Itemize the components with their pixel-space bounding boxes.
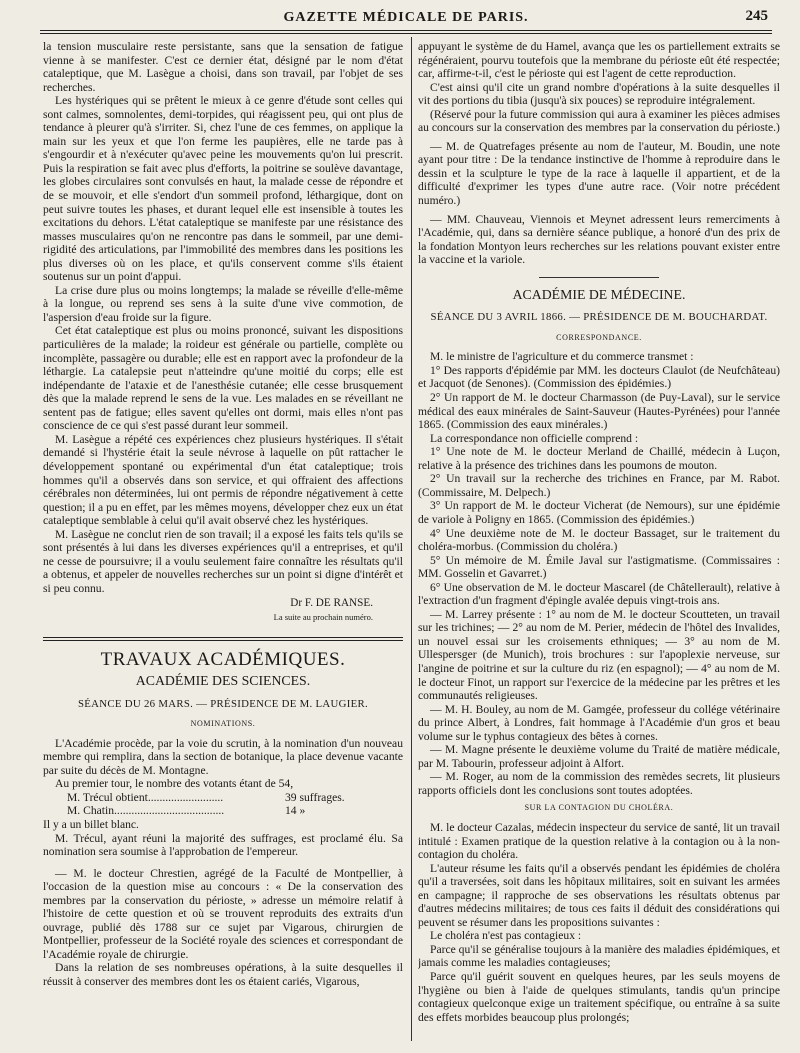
paragraph: — M. Roger, au nom de la commission des remèdes secrets, lit plusieurs rapports officiels dont les conclusions sont toutes adoptées. <box>418 770 780 797</box>
paragraph: — M. H. Bouley, au nom de M. Gamgée, professeur du collége vétérinaire du prince Albert, à Londres, fait hommage à l'Académie d'un gros et beau volume sur le typhus contagieux des bêtes à cornes. <box>418 702 780 743</box>
paragraph: appuyant le système de du Hamel, avança que les os partiellement extraits se régénéraient, pourvu toutefois que la membrane du périoste eût été respectée; car, affirme-t-il, c'est le périoste qui est l'agent de cette reproduction. <box>418 40 780 81</box>
paragraph: (Réservé pour la future commission qui aura à examiner les pièces admises au concours sur la conservation des membres par la conservation du périoste.) <box>418 107 780 135</box>
vote-name: M. Trécul obtient.......................... <box>67 790 224 804</box>
paragraph: — M. Larrey présente : 1° au nom de M. le docteur Scoutteten, un travail sur les trichines; — 2° au nom de M. Perier, médecin de l'hôtel des Invalides, un nouvel essai sur les croisements ethniques; — 3° au nom de M. Ullespersger (de Munich), trois brochures : sur l'apoplexie nerveuse, sur l'angine de poitrine et sur la culture du riz (en espagnol); — 4° au nom de M. le docteur Finot, un rapport sur l'exercice de la médecine par les prêtres et les communautés religieuses. <box>418 607 780 703</box>
header-rule <box>40 30 772 34</box>
academy-title: ACADÉMIE DE MÉDECINE. <box>512 286 686 302</box>
paragraph: M. Trécul, ayant réuni la majorité des suffrages, est proclamé élu. Sa nomination sera soumise à l'approbation de l'empereur. <box>43 831 403 859</box>
page-header <box>40 8 772 28</box>
list-item: 1° Des rapports d'épidémie par MM. les docteurs Claulot (de Neufchâteau) et Jacquot (de Senones). (Commission des épidémies.) <box>418 363 780 391</box>
paragraph: La crise dure plus ou moins longtemps; la malade se réveille d'elle-même à la longue, ou reprend ses sens à la suite d'une vive commotion, de l'aspersion d'eau froide sur la figure. <box>43 283 403 324</box>
list-item: 1° Une note de M. le docteur Merland de Chaillé, médecin à Luçon, relative à la présence des trichines dans les poumons de mouton. <box>418 445 780 472</box>
right-column <box>418 40 780 1048</box>
section-rule <box>43 637 403 641</box>
list-item: 2° Un rapport de M. le docteur Charmasson (de Puy-Laval), sur le service médical des eaux minérales de Saint-Sauveur (Hautes-Pyrénées) pour l'année 1865. (Commission des eaux minérales.) <box>418 391 780 432</box>
paragraph: L'auteur résume les faits qu'il a observés pendant les épidémies de choléra qu'il a traversées, soit dans les hôpitaux militaires, soit en suivant les armées en campagne; il rapproche de ses observations les résultats obtenus par d'autres médecins militaires; de tous ces faits il déduit des considérations qui peuvent se résumer dans les propositions suivantes : <box>418 861 780 929</box>
seance-heading: SÉANCE DU 26 MARS. — PRÉSIDENCE DE M. LAUGIER. <box>77 697 369 710</box>
paragraph: Dans la relation de ses nombreuses opérations, à la suite desquelles il réussit à conserver des membres dont les os étaient cariés, Vigarous, <box>43 961 403 988</box>
seance-heading: SÉANCE DU 3 AVRIL 1866. — PRÉSIDENCE DE M. BOUCHARDAT. <box>430 311 768 324</box>
subheading-correspondance: CORRESPONDANCE. <box>556 332 642 342</box>
vote-value: 14 » <box>285 804 306 818</box>
paragraph: Les hystériques qui se prêtent le mieux à ce genre d'étude sont celles qui sont calmes, somnolentes, demi-torpides, qui réagissent peu, qui ont plus de tendance à pleurer qu'à s'irriter. Si, chez l'une de ces femmes, on applique la main sur les yeux et que l'on ferme les paupières, elle ne tarde pas à s'engourdir et à n'exécuter qu'avec peine les mouvements qu'on lui prescrit. Puis la respiration se fait avec plus d'efforts, la poitrine se soulève davantage, les globes circulaires sont convulsés en haut, la malade cesse de répondre et de se mouvoir, et elle s'endort d'un sommeil profond, léthargique, dont on peut suivre toutes les phases, et durant lequel elle est insensible à toutes les excitations du dehors. L'état cataleptique se manifeste par une résistance des masses musculaires qu'on ne rencontre pas dans le sommeil, par une demi-rigidité des articulations, par l'immobilité des membres dans les positions les plus diverses où on les place, et qu'ils conservent comme s'ils étaient soutenus sur un point d'appui. <box>43 94 403 284</box>
vote-row <box>43 804 403 818</box>
journal-title: GAZETTE MÉDICALE DE PARIS. <box>283 10 529 25</box>
section-title: TRAVAUX ACADÉMIQUES. <box>100 648 346 670</box>
vote-row <box>43 791 403 805</box>
column-divider <box>411 37 412 1041</box>
vote-value: 39 suffrages. <box>285 790 345 804</box>
paragraph: — M. de Quatrefages présente au nom de l'auteur, M. Boudin, une note ayant pour titre : De la tendance instinctive de l'homme à reproduire dans le dessin et la sculpture le type de la race à laquelle il appartient, et de la difficulté d'exprimer les types d'une autre race. (Voir notre précédent numéro.) <box>418 139 780 208</box>
vote-name: M. Chatin...................................... <box>67 804 225 818</box>
list-item: 3° Un rapport de M. le docteur Vicherat (de Nemours), sur une épidémie de variole à Poligny en 1865. (Commission des épidémies.) <box>418 499 780 526</box>
left-column <box>43 40 403 1048</box>
paragraph: M. le ministre de l'agriculture et du commerce transmet : <box>430 350 694 364</box>
continued-note: La suite au prochain numéro. <box>273 611 373 622</box>
paragraph: Parce qu'il se généralise toujours à la manière des maladies épidémiques, et jamais comme les maladies contagieuses; <box>418 942 780 970</box>
paragraph: la tension musculaire reste persistante, sans que la sensation de fatigue vienne à se manifester. C'est ce dernier état, désigné par le nom d'état cataleptique, que M. Lasègue a choisi, dans son travail, par l'objet de ses recherches. <box>43 40 403 94</box>
paragraph: Il y a un billet blanc. <box>43 817 139 831</box>
list-item: 2° Un travail sur la recherche des trichines en France, par M. Rabot. (Commissaire, M. Delpech.) <box>418 472 780 499</box>
paragraph: C'est ainsi qu'il cite un grand nombre d'opérations à la suite desquelles il vit des portions du tibia (jusqu'à six pouces) se reproduire intégralement. <box>418 80 780 108</box>
paragraph: La correspondance non officielle comprend : <box>430 431 639 445</box>
paragraph: L'Académie procède, par la voie du scrutin, à la nomination d'un nouveau membre qui remplira, dans la section de botanique, la place devenue vacante par suite du décès de M. Montagne. <box>43 736 403 777</box>
subheading-nominations: NOMINATIONS. <box>190 719 256 729</box>
page-number: 245 <box>745 8 768 24</box>
paragraph: Parce qu'il guérit souvent en quelques heures, par les seuls moyens de l'hygiène ou bien à l'aide de quelques stimulants, tandis qu'un principe contagieux quelconque exige un traitement spécifique, ou entraîne à sa suite des effets morbides beaucoup plus prolongés; <box>418 970 780 1024</box>
subheading-cholera: SUR LA CONTAGION DU CHOLÉRA. <box>524 803 674 813</box>
paragraph: — MM. Chauveau, Viennois et Meynet adressent leurs remerciments à l'Académie, qui, dans sa dernière séance publique, a honoré d'un des prix de la fondation Montyon leurs recherches sur les relations pouvant exister entre la vaccine et la variole. <box>418 212 780 267</box>
paragraph: — M. Magne présente le deuxième volume du Traité de matière médicale, par M. Tabourin, professeur adjoint à Alfort. <box>418 743 780 770</box>
paragraph: Au premier tour, le nombre des votants étant de 54, <box>55 777 294 791</box>
paragraph: M. le docteur Cazalas, médecin inspecteur du service de santé, lit un travail intitulé : Examen pratique de la question relative à la contagion ou à la non-contagion du choléra. <box>418 820 780 862</box>
list-item: 6° Une observation de M. le docteur Mascarel (de Châtellerault), relative à l'extraction d'un fragment d'épingle avalée depuis vingt-trois ans. <box>418 580 780 608</box>
short-rule <box>539 277 659 278</box>
academy-title: ACADÉMIE DES SCIENCES. <box>135 673 311 689</box>
list-item: 5° Un mémoire de M. Émile Javal sur l'astigmatisme. (Commissaires : MM. Gosselin et Gavarret.) <box>418 553 780 581</box>
author-signature: Dr F. DE RANSE. <box>290 597 373 610</box>
paragraph: M. Lasègue ne conclut rien de son travail; il a exposé les faits tels qu'ils se sont présentés à lui dans les diverses expériences qu'il a entreprises, et qu'il ne cesse de poursuivre; il a voulu seulement faire connaître les résultats qu'il a obtenus, et appeler de nouvelles recherches sur un point si digne d'intérêt et si peu connu. <box>43 527 403 595</box>
paragraph: Cet état cataleptique est plus ou moins prononcé, suivant les dispositions particulières de la malade; la roideur est générale ou partielle, complète ou incomplète, passagère ou durable; elle est en rapport avec la profondeur de la léthargie. La catalepsie peut n'atteindre qu'une moitié du corps; elle est indépendante de l'ataxie et de l'anesthésie cutanée; elle cesse brusquement dès que la malade reprend le sens de la vue. Les malades en se réveillant ne sentent pas de fatigue; elles savent qu'elles ont dormi, mais elles n'ont pas conscience de ce qui s'est passé durant leur sommeil. <box>43 324 403 433</box>
paragraph: Le choléra n'est pas contagieux : <box>430 929 582 943</box>
list-item: 4° Une deuxième note de M. le docteur Bassaget, sur le traitement du choléra-morbus. (Commission du choléra.) <box>418 526 780 554</box>
paragraph: M. Lasègue a répété ces expériences chez plusieurs hystériques. Il s'était demandé si l'hystérie était la seule névrose à laquelle on pût rattacher le développement spontané ou expérimental d'un état cataleptique; trois hommes qu'il a observés dans son service, et qui offraient des affections cérébrales non déterminées, lui ont permis de répondre négativement à cette question; il a pu en effet, par les mêmes moyens, développer chez eux un état cataleptique semblable à celui qu'il avait observé chez les hystériques. <box>43 432 403 528</box>
paragraph: — M. le docteur Chrestien, agrégé de la Faculté de Montpellier, à l'occasion de la question mise au concours : « De la conservation des membres par la conservation du périoste, » adresse un mémoire relatif à l'histoire de cette question et où se trouvent reproduits des extraits d'un ouvrage, publié dès 1788 sur ce sujet par Vigarous, chirurgien de Montpellier, professeur de la Société royale des sciences et correspondant de l'Académie royale de chirurgie. <box>43 866 403 961</box>
